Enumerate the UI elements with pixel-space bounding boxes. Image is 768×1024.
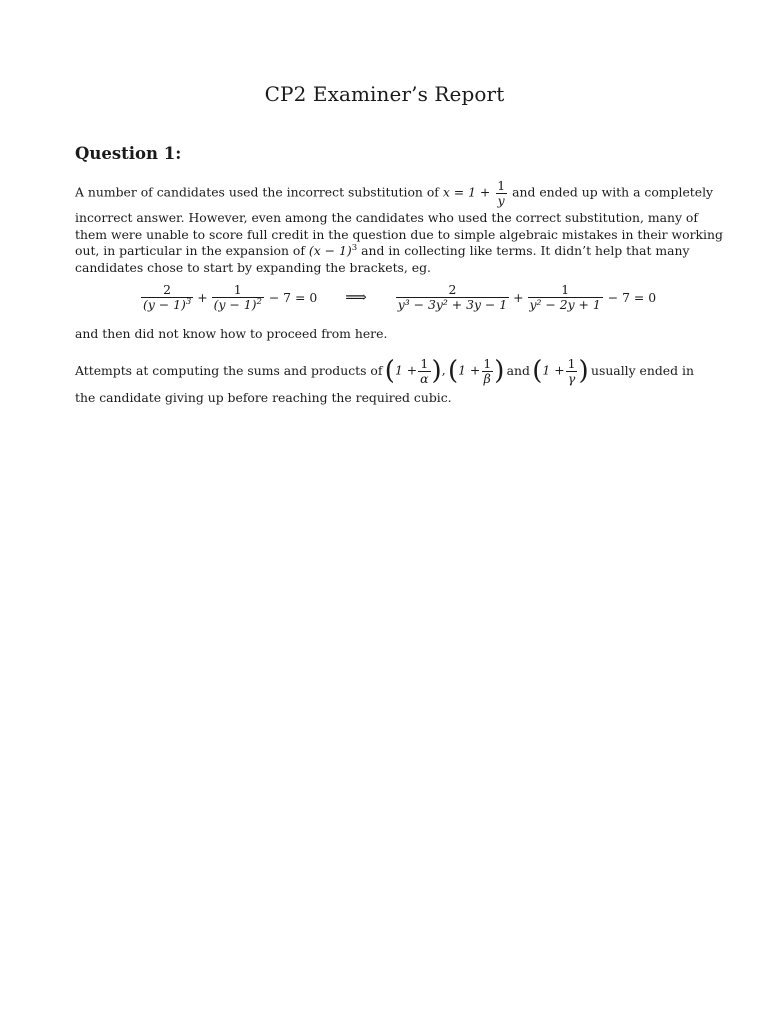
para1-text-a: A number of candidates used the incorrect substitution of: [75, 184, 443, 200]
rhs-fraction-1: $\frac{2}{\text{y³ − 3y² + 3y − 1}}$: [397, 282, 508, 312]
fraction-numerator: 1: [497, 177, 506, 193]
implies-arrow: ⟹: [345, 288, 367, 307]
rhs-tail: − 7 = 0: [607, 289, 657, 305]
expansion-exponent: 3: [351, 243, 358, 254]
para1-line1: [75, 176, 714, 210]
para1-line3: them were unable to score full credit in the question due to simple algebraic mistakes in their working: [75, 226, 723, 242]
plus-sign: +: [513, 289, 524, 305]
substitution-fraction: [495, 179, 507, 207]
para3-line2: the candidate giving up before reaching the required cubic.: [75, 390, 452, 405]
para1-line4-text-b: and in collecting like terms. It didn’t help that many: [357, 243, 690, 259]
para1-line4-text-a: out, in particular in the expansion of: [75, 243, 309, 259]
para1-line5: candidates chose to start by expanding the brackets, eg.: [75, 259, 431, 275]
substitution-expr: x = 1 +: [442, 184, 491, 200]
lhs-fraction-2: $\frac{1}{(y - 1)^2}$: [213, 282, 262, 312]
para3-text-b: usually ended in: [590, 362, 694, 378]
paragraph-attempts: [75, 352, 694, 407]
question-heading: Question 1:: [75, 144, 182, 163]
plus-sign: +: [197, 289, 208, 305]
fraction-denominator: y: [497, 192, 505, 208]
term-one: (1 + $\frac{1}{\alpha}$ ),: [384, 355, 446, 386]
para1-line4: [75, 243, 694, 260]
lhs-fraction-1: $\frac{2}{(y - 1)^3}$: [143, 282, 192, 312]
display-equation: [140, 283, 656, 311]
term-two: (1 + $\frac{1}{\beta}$ ): [447, 355, 505, 386]
paragraph-proceed: and then did not know how to proceed from here.: [75, 326, 388, 341]
term-three: (1 + $\frac{1}{\gamma}$ ): [532, 355, 589, 386]
paragraph-substitution: [75, 176, 723, 276]
para1-line2: incorrect answer. However, even among the candidates who used the correct substitution, many of: [75, 210, 698, 225]
para1-text-b: and ended up with a completely: [512, 184, 714, 200]
and-word: and: [506, 362, 530, 378]
para3-line1: [75, 352, 694, 390]
report-title: CP2 Examiner’s Report: [264, 82, 505, 106]
para3-text-a: Attempts at computing the sums and products of: [75, 362, 383, 378]
expansion-expr: (x − 1): [308, 243, 352, 259]
lhs-tail: − 7 = 0: [268, 289, 318, 305]
rhs-fraction-2: $\frac{1}{\text{y² − 2y + 1}}$: [529, 282, 601, 312]
